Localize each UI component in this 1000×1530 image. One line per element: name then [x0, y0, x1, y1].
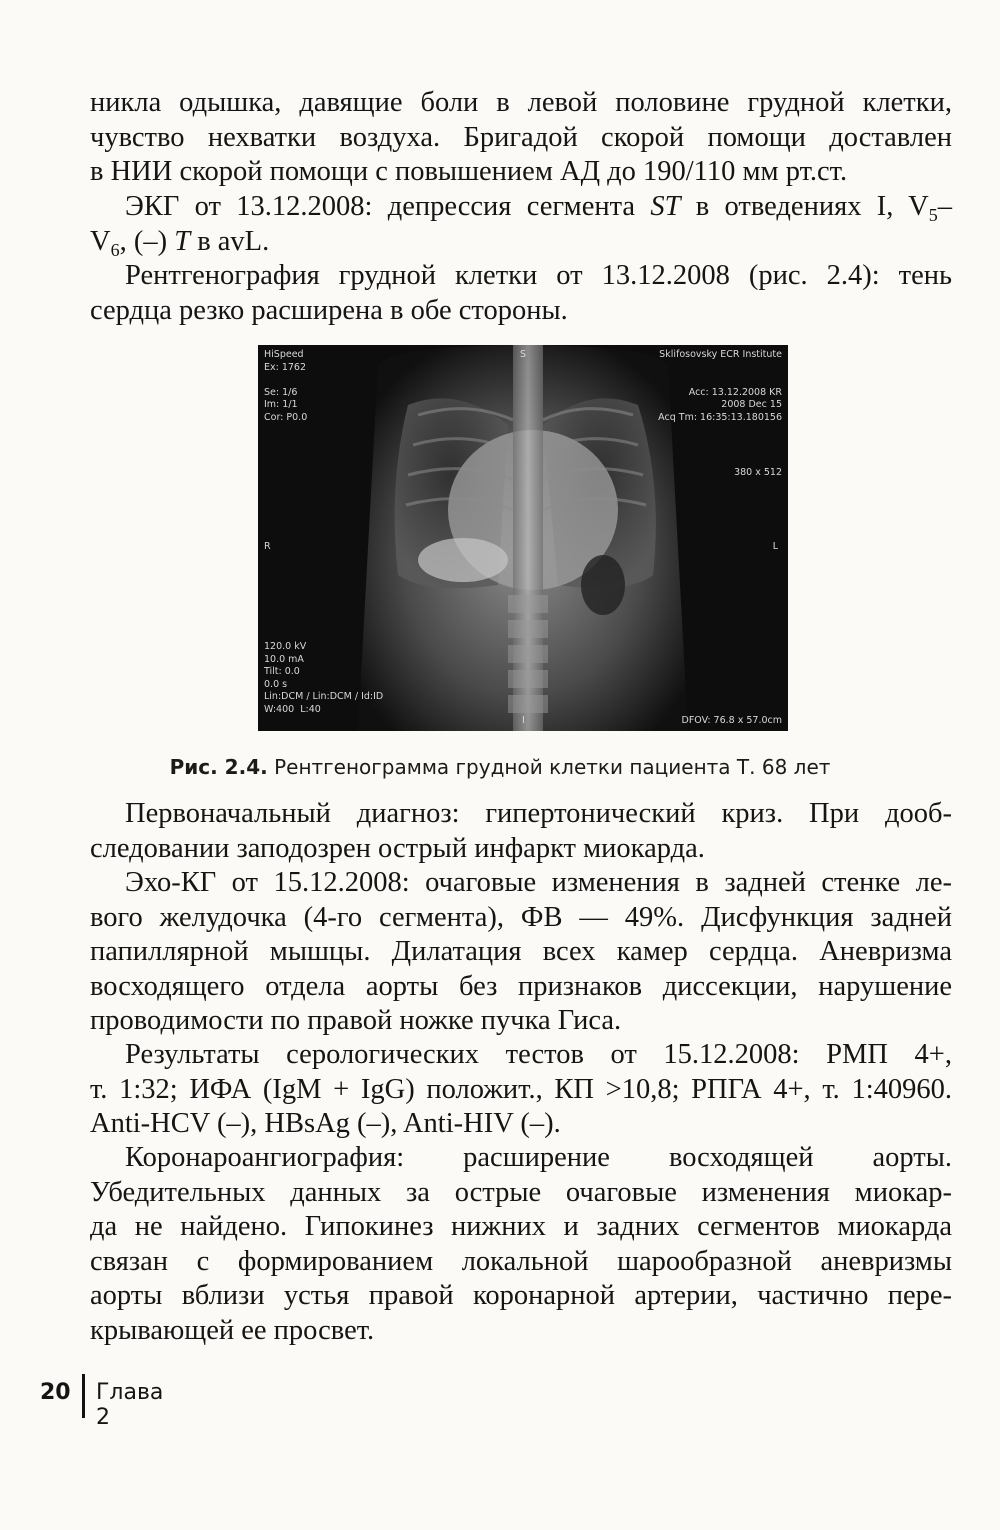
- text-run: , (–): [119, 225, 175, 257]
- xray-overlay-bottom-right: DFOV: 76.8 x 57.0cm: [681, 715, 782, 726]
- paragraph-echo: [90, 866, 952, 1039]
- ecg-wave: T: [174, 225, 191, 257]
- text-line: восходящего отдела аорты без признаков диссекции, нарушение: [90, 970, 952, 1002]
- paragraph-angiography: [90, 1141, 952, 1348]
- caption-label: Рис. 2.4.: [169, 755, 268, 779]
- xray-side-label-l: L: [772, 541, 778, 552]
- subscript: 5: [928, 205, 938, 225]
- text-line: Anti-HCV (–), HBsAg (–), Anti-HIV (–).: [90, 1108, 561, 1139]
- text-line: никла одышка, давящие боли в левой половине грудной клетки,: [90, 87, 952, 118]
- paragraph-serology: [90, 1038, 952, 1142]
- xray-overlay-bottom-center: I: [522, 715, 525, 726]
- paragraph-1: [90, 86, 952, 190]
- chapter-title: Глава 2: [96, 1380, 164, 1430]
- paragraph-xray-description: [90, 259, 952, 328]
- text-line: Результаты серологических тестов от 15.12.2008: РМП 4+,: [125, 1039, 952, 1070]
- caption-text: Рентгенограмма грудной клетки пациента Т. 68 лет: [267, 755, 831, 779]
- page-number: 20: [40, 1380, 71, 1405]
- text-line: проводимости по правой ножке пучка Гиса.: [90, 1005, 622, 1036]
- xray-overlay-top-center: S: [520, 349, 527, 360]
- ecg-segment: ST: [650, 191, 681, 222]
- figure-caption: [0, 755, 1000, 779]
- text-line: следовании заподозрен острый инфаркт миокарда.: [90, 832, 705, 864]
- xray-matrix-size: 380 x 512: [734, 467, 782, 478]
- text-line: да не найдено. Гипокинез нижних и задних сегментов миокарда: [90, 1211, 952, 1242]
- xray-overlay-top-left: HiSpeed Ex: 1762 Se: 1/6 Im: 1/1 Cor: P0.0: [264, 349, 308, 423]
- text-line: [90, 225, 952, 260]
- text-line: в НИИ скорой помощи с повышением АД до 190/110 мм рт.ст.: [90, 156, 848, 187]
- paragraph-diagnosis: [90, 797, 952, 866]
- text-line: сердца резко расширена в обе стороны.: [90, 294, 568, 326]
- xray-overlay-top-right: Sklifosovsky ECR Institute Acc: 13.12.2008 KR 2008 Dec 15 Acq Tm: 16:35:13.180156: [658, 349, 782, 423]
- text-line: папиллярной мышцы. Дилатация всех камер сердца. Аневризма: [90, 936, 952, 967]
- text-line: Коронароангиография: расширение восходящей аорты.: [125, 1142, 952, 1173]
- text-run: V: [90, 225, 111, 257]
- text-line: Рентгенография грудной клетки от 13.12.2008 (рис. 2.4): тень: [125, 260, 952, 291]
- text-line: вого желудочка (4-го сегмента), ФВ — 49%. Дисфункция задней: [90, 901, 952, 933]
- text-line: чувство нехватки воздуха. Бригадой скорой помощи доставлен: [90, 121, 952, 153]
- text-run: ЭКГ от 13.12.2008: депрессия сегмента: [125, 191, 651, 222]
- text-line: Убедительных данных за острые очаговые изменения миокар-: [90, 1176, 952, 1208]
- chest-xray-image: [258, 345, 788, 731]
- text-line: аорты вблизи устья правой коронарной артерии, частично пере-: [90, 1280, 952, 1311]
- text-line: Эхо-КГ от 15.12.2008: очаговые изменения в задней стенке ле-: [125, 867, 952, 898]
- text-line: т. 1:32; ИФА (IgM + IgG) положит., КП >10,8; РПГА 4+, т. 1:40960.: [90, 1073, 952, 1105]
- text-run: в отведениях I, V: [680, 191, 929, 222]
- text-line: [90, 190, 952, 225]
- text-run: в avL.: [190, 225, 270, 257]
- text-run: –: [937, 191, 952, 222]
- text-line: Первоначальный диагноз: гипертонический криз. При дооб-: [125, 798, 952, 829]
- footer-divider: [82, 1374, 85, 1418]
- paragraph-ecg: [90, 190, 952, 259]
- text-line: крывающей ее просвет.: [90, 1314, 375, 1346]
- xray-overlay-bottom-left: 120.0 kV 10.0 mA Tilt: 0.0 0.0 s Lin:DCM / Lin:DCM / Id:ID W:400 L:40: [264, 641, 384, 715]
- text-line: связан с формированием локальной шарообразной аневризмы: [90, 1245, 952, 1277]
- xray-side-label-r: R: [264, 541, 271, 552]
- subscript: 6: [110, 239, 120, 260]
